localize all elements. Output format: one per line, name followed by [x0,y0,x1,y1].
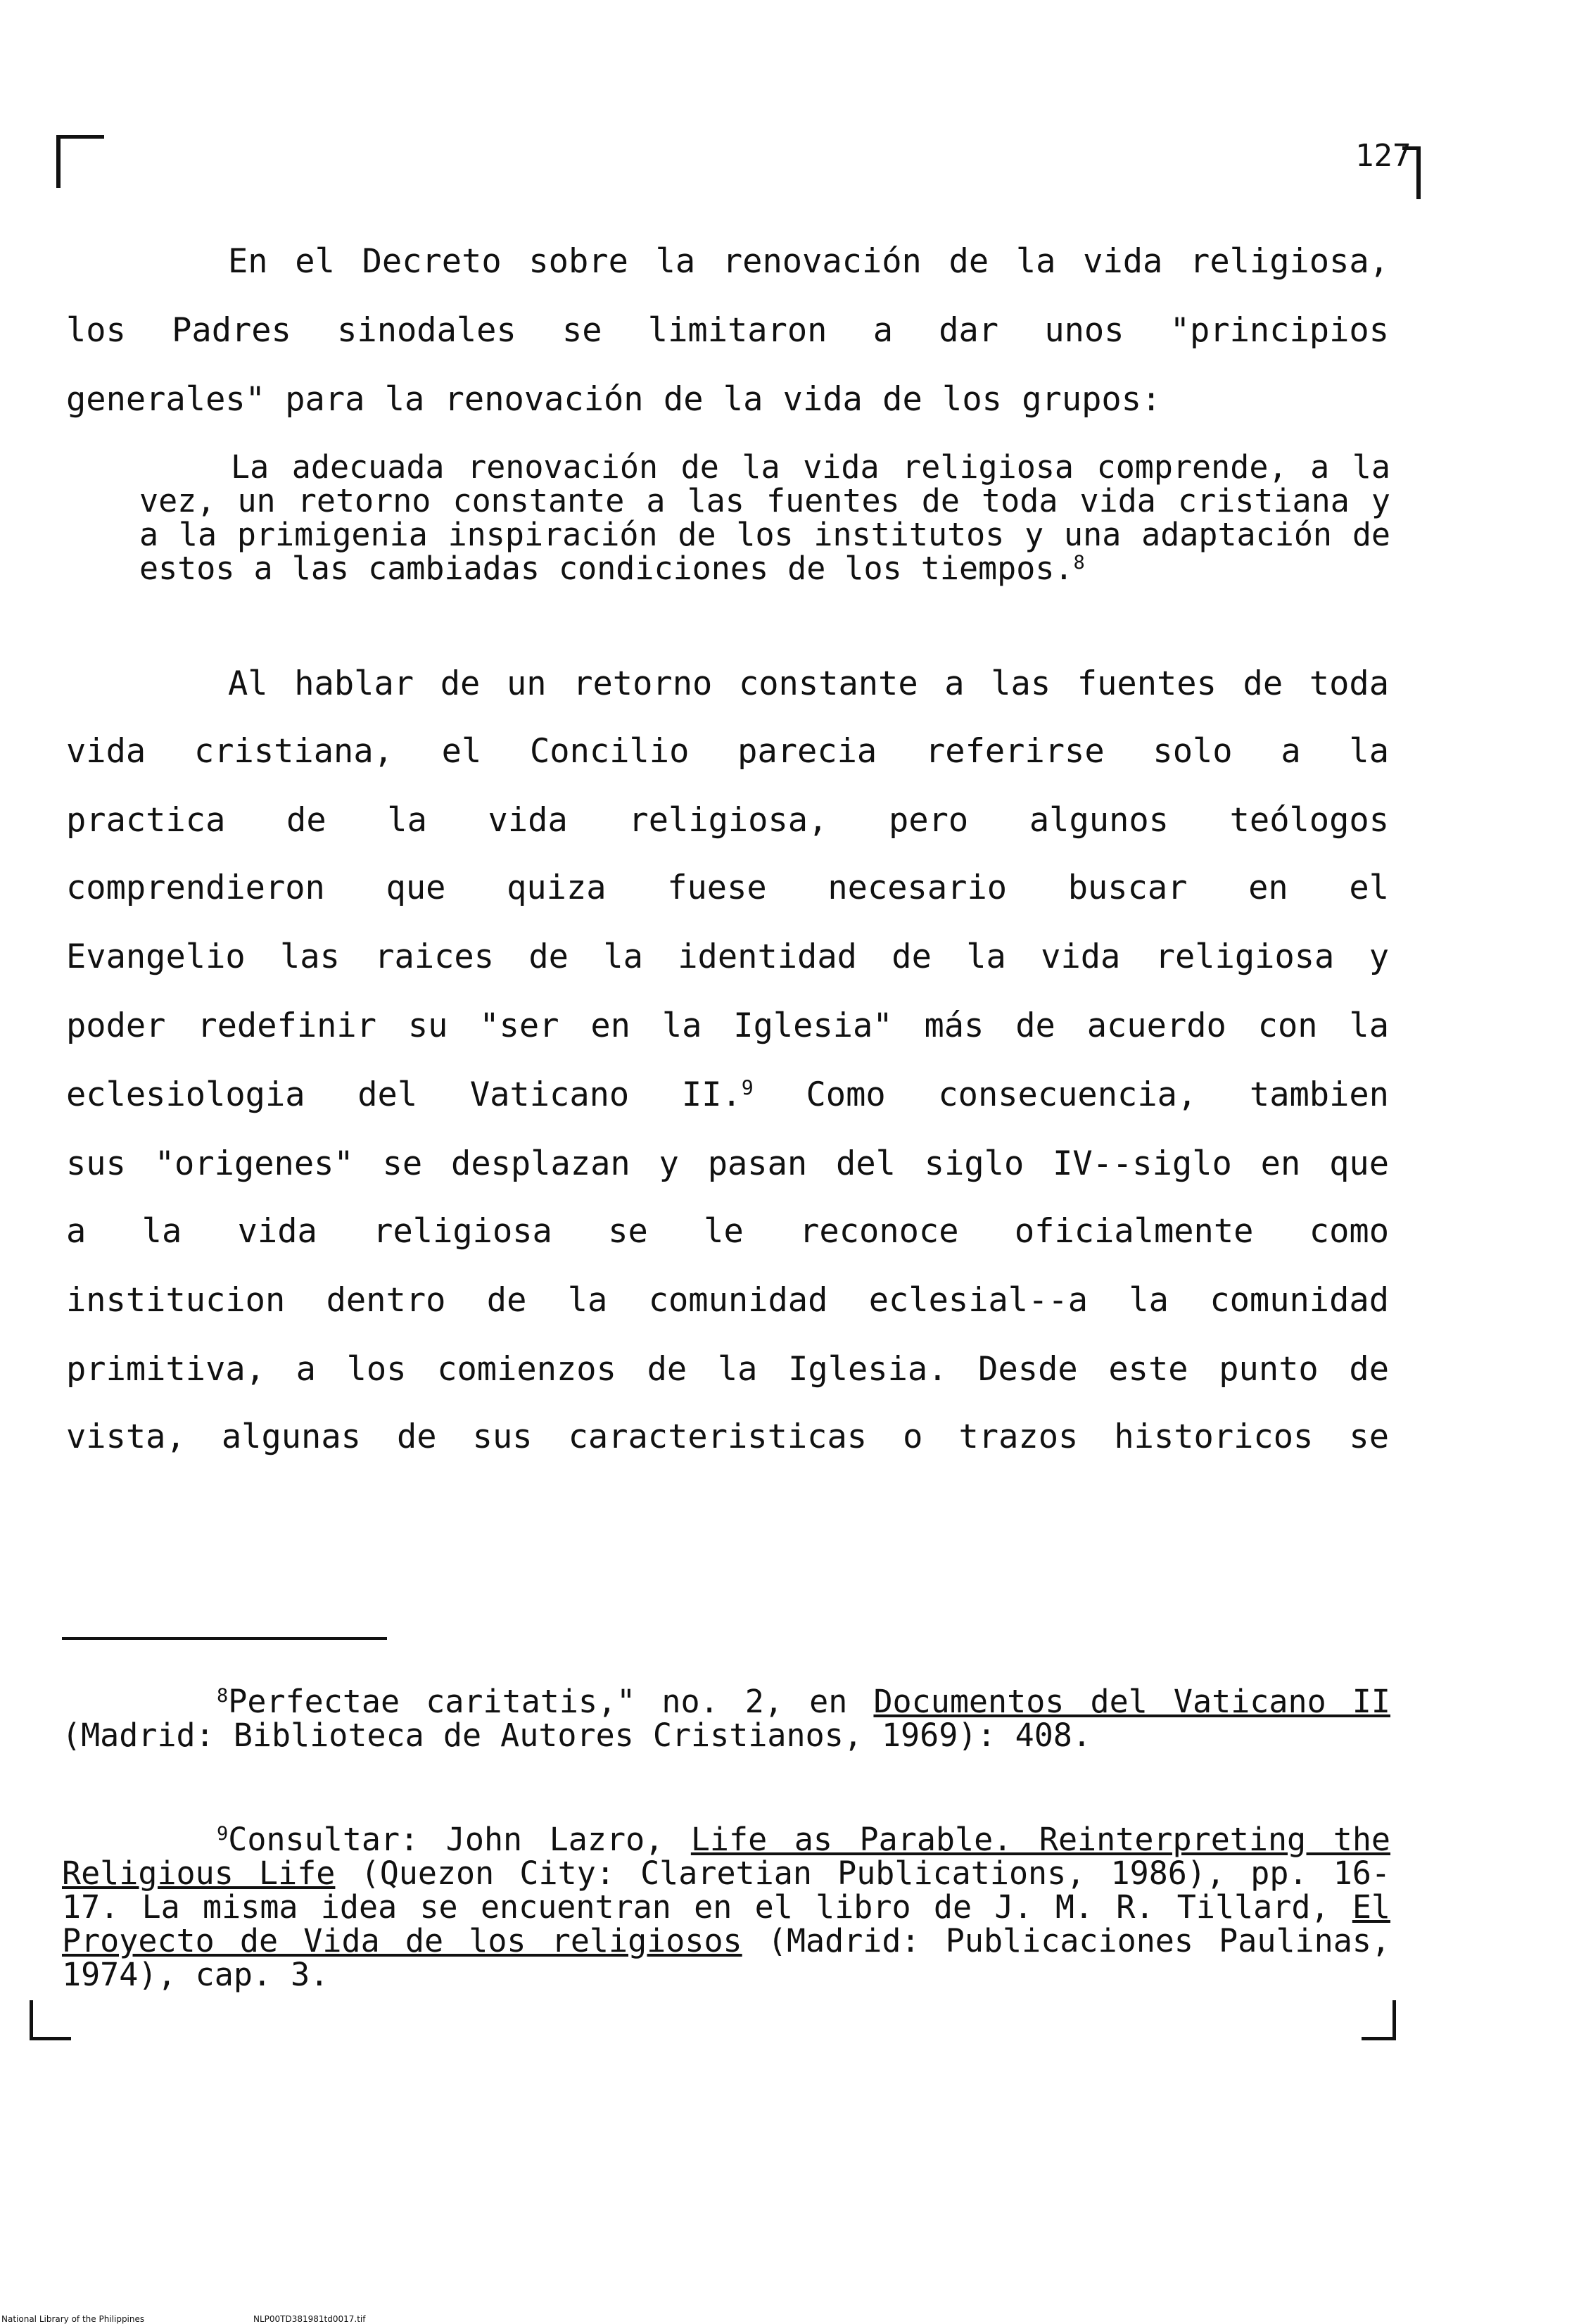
paragraph1-line-2: los Padres sinodales se limitaron a dar unos "principios [66,311,1389,350]
footnote-9-text-before: Consultar: John Lazro, [228,1821,691,1858]
footnote-9-mark: 9 [217,1823,229,1845]
line-7-start: eclesiologia del Vaticano II. [66,1075,742,1114]
footnote-8-text-after: (Madrid: Biblioteca de Autores Cristianos, 1969): 408. [62,1717,1091,1754]
paragraph1-line-3: generales" para la renovación de la vida de los grupos: [66,380,1162,419]
crop-mark-bottom-left [30,2000,71,2040]
paragraph2-line-3: practica de la vida religiosa, pero algunos teólogos [66,801,1389,840]
footnote-8-title: Documentos del Vaticano II [873,1683,1390,1720]
crop-mark-bottom-right [1362,2000,1396,2040]
footnote-8 [62,1685,1390,1753]
footnote-8-text-before: Perfectae caritatis," no. 2, en [228,1683,874,1720]
paragraph2-line-1: Al hablar de un retorno constante a las fuentes de toda [228,664,1389,703]
footnote-9-text-after: (Madrid: Publicaciones Paulinas, 1974), cap. 3. [62,1922,1391,1993]
scan-footer-source: National Library of the Philippines [1,2314,145,2324]
footnote-8-mark: 8 [217,1685,229,1707]
paragraph1-line-1: En el Decreto sobre la renovación de la vida religiosa, [228,242,1389,281]
footnote-ref-9: 9 [741,1076,754,1100]
paragraph2-line-9: a la vida religiosa se le reconoce oficialmente como [66,1212,1389,1251]
paragraph2-line-2: vida cristiana, el Concilio parecia referirse solo a la [66,732,1389,771]
footnote-9 [62,1823,1390,1992]
paragraph2-line-11: primitiva, a los comienzos de la Iglesia. Desde este punto de [66,1350,1389,1389]
paragraph2-line-12: vista, algunas de sus caracteristicas o trazos historicos se [66,1417,1389,1456]
page-number: 127 [1355,138,1411,174]
block-quote-text: La adecuada renovación de la vida religiosa comprende, a la vez, un retorno constante a las fuentes de toda vida cristiana y a la primigenia inspiración de los institutos y una adaptación de estos a las cambiadas condiciones de los tiempos. [139,448,1390,587]
footnote-9-text-middle: (Quezon City: Claretian Publications, 1986), pp. 16-17. La misma idea se encuentran en el libro de J. M. R. Tillard, [62,1855,1390,1926]
paragraph2-line-7 [66,1074,1389,1116]
footnote-ref-8: 8 [1073,552,1085,574]
paragraph2-line-4: comprendieron que quiza fuese necesario buscar en el [66,869,1389,907]
footnote-divider [62,1637,387,1640]
footnote-9-title-2: El Proyecto de Vida de los religiosos [62,1888,1390,1959]
crop-mark-top-left [56,135,104,188]
footnote-9-title-1: Life as Parable. Reinterpreting the Religious Life [62,1821,1391,1892]
paragraph2-line-5: Evangelio las raices de la identidad de la vida religiosa y [66,937,1389,976]
paragraph2-line-6: poder redefinir su "ser en la Iglesia" más de acuerdo con la [66,1006,1389,1045]
paragraph2-line-8: sus "origenes" se desplazan y pasan del siglo IV--siglo en que [66,1144,1389,1183]
scan-footer-filename: NLP00TD381981td0017.tif [253,2314,366,2324]
line-7-end: Como consecuencia, tambien [753,1075,1389,1114]
block-quote [139,450,1390,586]
paragraph2-line-10: institucion dentro de la comunidad eclesial--a la comunidad [66,1281,1389,1320]
